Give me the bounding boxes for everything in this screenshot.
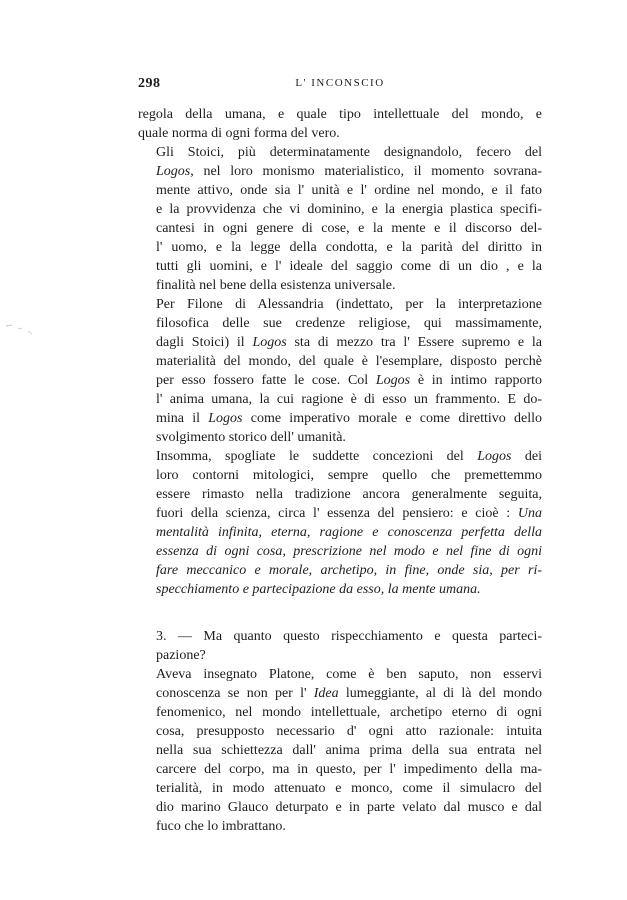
text-run: è in intimo rapporto xyxy=(410,373,543,388)
text-line xyxy=(138,333,542,352)
text-run: , nel loro monismo materialistico, il momento sovrana- xyxy=(190,164,542,179)
text-line xyxy=(138,741,542,760)
text-line xyxy=(138,646,542,665)
text-run: l' uomo, e la legge della condotta, e la parità del diritto in xyxy=(156,240,542,255)
text-run: come imperativo morale e come direttivo dello xyxy=(242,411,542,426)
text-run: loro contorni mitologici, sempre quello che premettemmo xyxy=(156,468,542,483)
text-line xyxy=(138,409,542,428)
paragraph xyxy=(138,665,542,836)
text-run: svolgimento storico dell' umanità. xyxy=(156,430,346,445)
text-line xyxy=(138,447,542,466)
text-line xyxy=(138,817,542,836)
text-run: terialità, in modo attenuato e monco, come il simulacro del xyxy=(156,781,542,796)
text-line xyxy=(138,561,542,580)
italic-text: Logos xyxy=(375,373,411,388)
italic-text: Una xyxy=(517,506,542,521)
italic-text: specchiamento e partecipazione da esso, la mente umana. xyxy=(156,582,481,597)
text-line xyxy=(138,238,542,257)
page-header xyxy=(138,76,542,96)
paragraph xyxy=(138,143,542,295)
text-run: fuori della scienza, circa l' essenza del pensiero: e cioè : xyxy=(156,506,518,521)
text-run: carcere del corpo, ma in questo, per l' impedimento della ma- xyxy=(156,762,542,777)
text-line xyxy=(138,542,542,561)
text-line xyxy=(138,665,542,684)
text-line xyxy=(138,523,542,542)
text-line xyxy=(138,428,542,447)
text-line xyxy=(138,760,542,779)
text-line xyxy=(138,143,542,162)
italic-text: mentalità infinita, eterna, ragione e conoscenza perfetta della xyxy=(156,525,542,540)
text-run: Per Filone di Alessandria (indettato, per la interpretazione xyxy=(156,297,542,312)
paragraph xyxy=(138,447,542,599)
italic-text: Logos xyxy=(208,411,243,426)
text-line xyxy=(138,466,542,485)
running-title: L' INCONSCIO xyxy=(295,77,385,89)
text-run: sta di mezzo tra l' Essere supremo e la xyxy=(286,335,542,350)
text-run: dio marino Glauco deturpato e in parte velato dal musco e dal xyxy=(156,800,542,815)
text-run: dei xyxy=(511,449,542,464)
text-run: fenomenico, nel mondo intellettuale, archetipo eterno di ogni xyxy=(156,705,542,720)
text-line xyxy=(138,485,542,504)
text-run: Aveva insegnato Platone, come è ben saputo, non esservi xyxy=(156,667,542,682)
text-line xyxy=(138,390,542,409)
text-run: dagli Stoici) il xyxy=(156,335,253,350)
text-run: e la provvidenza che vi dominino, e la energia plastica specifi- xyxy=(156,202,542,217)
text-line xyxy=(138,779,542,798)
text-line xyxy=(138,703,542,722)
text-line xyxy=(138,124,542,143)
text-run: quale norma di ogni forma del vero. xyxy=(138,126,340,141)
text-line xyxy=(138,162,542,181)
text-line xyxy=(138,276,542,295)
italic-text: Logos xyxy=(252,335,287,350)
text-run: Gli Stoici, più determinatamente designandolo, fecero del xyxy=(156,145,542,160)
text-line xyxy=(138,798,542,817)
text-run: l' anima umana, la cui ragione è di esso un frammento. E do- xyxy=(156,392,542,407)
text-line xyxy=(138,627,542,646)
text-line xyxy=(138,200,542,219)
text-line xyxy=(138,352,542,371)
text-line xyxy=(138,295,542,314)
paragraph xyxy=(138,295,542,447)
text-line xyxy=(138,314,542,333)
text-run: mente attivo, onde sia l' unità e l' ordine nel mondo, e il fato xyxy=(156,183,542,198)
text-run: pazione? xyxy=(156,648,206,663)
text-run: 3. — Ma quanto questo rispecchiamento e questa parteci- xyxy=(156,629,542,644)
text-line xyxy=(138,504,542,523)
text-line xyxy=(138,722,542,741)
paragraph xyxy=(138,105,542,143)
text-line xyxy=(138,219,542,238)
text-run: tutti gli uomini, e l' ideale del saggio come di un dio , e la xyxy=(156,259,542,274)
text-run: per esso fossero fatte le cose. Col xyxy=(156,373,376,388)
text-run: cosa, presupposto necessario d' ogni atto razionale: intuita xyxy=(156,724,542,739)
text-run: essere rimasto nella tradizione ancora generalmente seguita, xyxy=(156,487,542,502)
text-run: Insomma, spogliate le suddette concezioni del xyxy=(156,449,478,464)
italic-text: fare meccanico e morale, archetipo, in fine, onde sia, per ri- xyxy=(156,563,542,578)
text-run: mina il xyxy=(156,411,209,426)
italic-text: Logos xyxy=(156,164,191,179)
text-line xyxy=(138,181,542,200)
paragraph xyxy=(138,627,542,665)
text-run: nella sua schiettezza dall' anima prima della sua entrata nel xyxy=(156,743,542,758)
text-line xyxy=(138,105,542,124)
text-run: conoscenza se non per l' xyxy=(156,686,314,701)
text-run: fuco che lo imbrattano. xyxy=(156,819,286,834)
text-run: cantesi in ogni genere di cose, e la mente e il discorso del- xyxy=(156,221,542,236)
text-line xyxy=(138,684,542,703)
italic-text: Idea xyxy=(313,686,339,701)
text-run: materialità del mondo, del quale è l'esemplare, disposto perchè xyxy=(156,354,542,369)
scan-specks xyxy=(4,318,44,338)
text-line xyxy=(138,580,542,599)
text-run: regola della umana, e quale tipo intellettuale del mondo, e xyxy=(138,107,542,122)
text-line xyxy=(138,371,542,390)
page-number: 298 xyxy=(138,76,161,91)
italic-text: essenza di ogni cosa, prescrizione nel modo e nel fine di ogni xyxy=(156,544,542,559)
text-run: filosofica delle sue credenze religiose, qui massimamente, xyxy=(156,316,542,331)
text-line xyxy=(138,257,542,276)
italic-text: Logos xyxy=(477,449,512,464)
text-run: finalità nel bene della esistenza universale. xyxy=(156,278,396,293)
body-text xyxy=(138,105,542,836)
text-run: lumeggiante, al di là del mondo xyxy=(338,686,542,701)
